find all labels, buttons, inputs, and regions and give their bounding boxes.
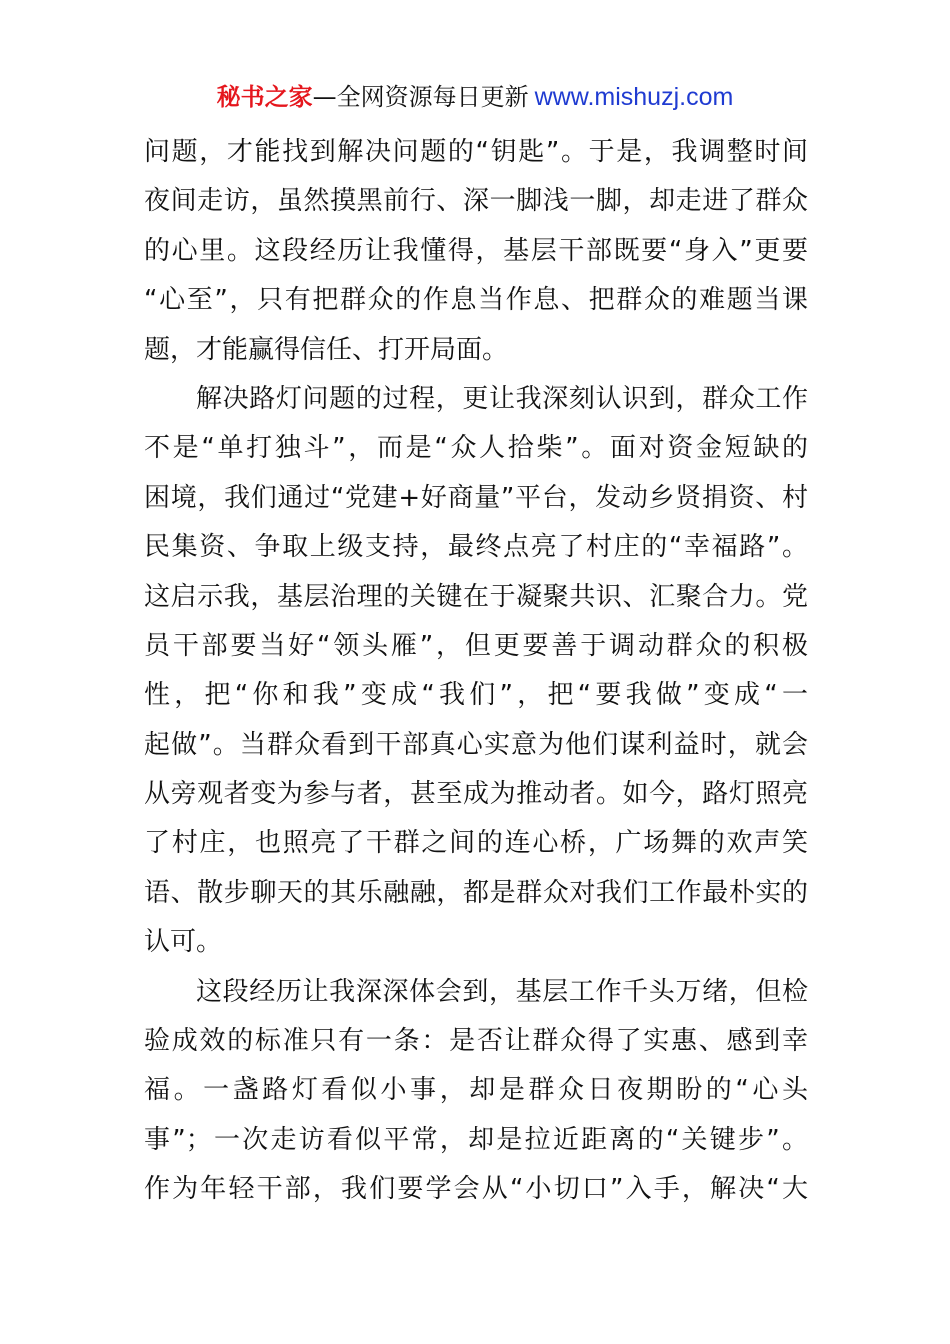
text-line: 不是“单打独斗”，而是“众人拾柴”。面对资金短缺的 <box>144 433 808 464</box>
text-line: 验成效的标准只有一条：是否让群众得了实惠、感到幸 <box>144 1026 808 1057</box>
text-line: 事”；一次走访看似平常，却是拉近距离的“关键步”。 <box>144 1124 808 1155</box>
text-line: 作为年轻干部，我们要学会从“小切口”入手，解决“大 <box>144 1174 808 1205</box>
text-line: 从旁观者变为参与者，甚至成为推动者。如今，路灯照亮 <box>144 779 808 810</box>
text-line: 了村庄，也照亮了干群之间的连心桥，广场舞的欢声笑 <box>144 828 808 859</box>
document-body <box>144 128 808 1215</box>
text-line: 这段经历让我深深体会到，基层工作千头万绪，但检 <box>196 976 808 1007</box>
header-tagline: 全网资源每日更新 <box>336 83 529 111</box>
text-line: 民集资、争取上级支持，最终点亮了村庄的“幸福路”。 <box>144 532 808 563</box>
text-line: 起做”。当群众看到干部真心实意为他们谋利益时，就会 <box>144 729 808 760</box>
text-line: 认可。 <box>144 927 223 958</box>
page-header <box>0 80 950 114</box>
text-line: “心至”，只有把群众的作息当作息、把群众的难题当课 <box>144 285 808 316</box>
text-line: 福。一盏路灯看似小事，却是群众日夜期盼的“心头 <box>144 1075 808 1106</box>
text-line: 语、散步聊天的其乐融融，都是群众对我们工作最朴实的 <box>144 877 808 908</box>
site-url: www.mishuzj.com <box>534 83 734 111</box>
text-line: 问题，才能找到解决问题的“钥匙”。于是，我调整时间 <box>144 137 808 167</box>
header-dash: — <box>312 83 337 111</box>
text-line: 员干部要当好“领头雁”，但更要善于调动群众的积极 <box>144 630 808 661</box>
text-line: 解决路灯问题的过程，更让我深刻认识到，群众工作 <box>196 383 808 414</box>
text-line: 困境，我们通过“党建+好商量”平台，发动乡贤捐资、村 <box>144 482 808 513</box>
text-line: 这启示我，基层治理的关键在于凝聚共识、汇聚合力。党 <box>144 581 808 612</box>
text-line: 题，才能赢得信任、打开局面。 <box>144 334 509 365</box>
text-line: 的心里。这段经历让我懂得，基层干部既要“身入”更要 <box>144 235 808 266</box>
brand-name: 秘书之家 <box>216 83 313 111</box>
text-line: 夜间走访，虽然摸黑前行、深一脚浅一脚，却走进了群众 <box>144 186 808 217</box>
text-line: 性，把“你和我”变成“我们”，把“要我做”变成“一 <box>144 680 808 711</box>
